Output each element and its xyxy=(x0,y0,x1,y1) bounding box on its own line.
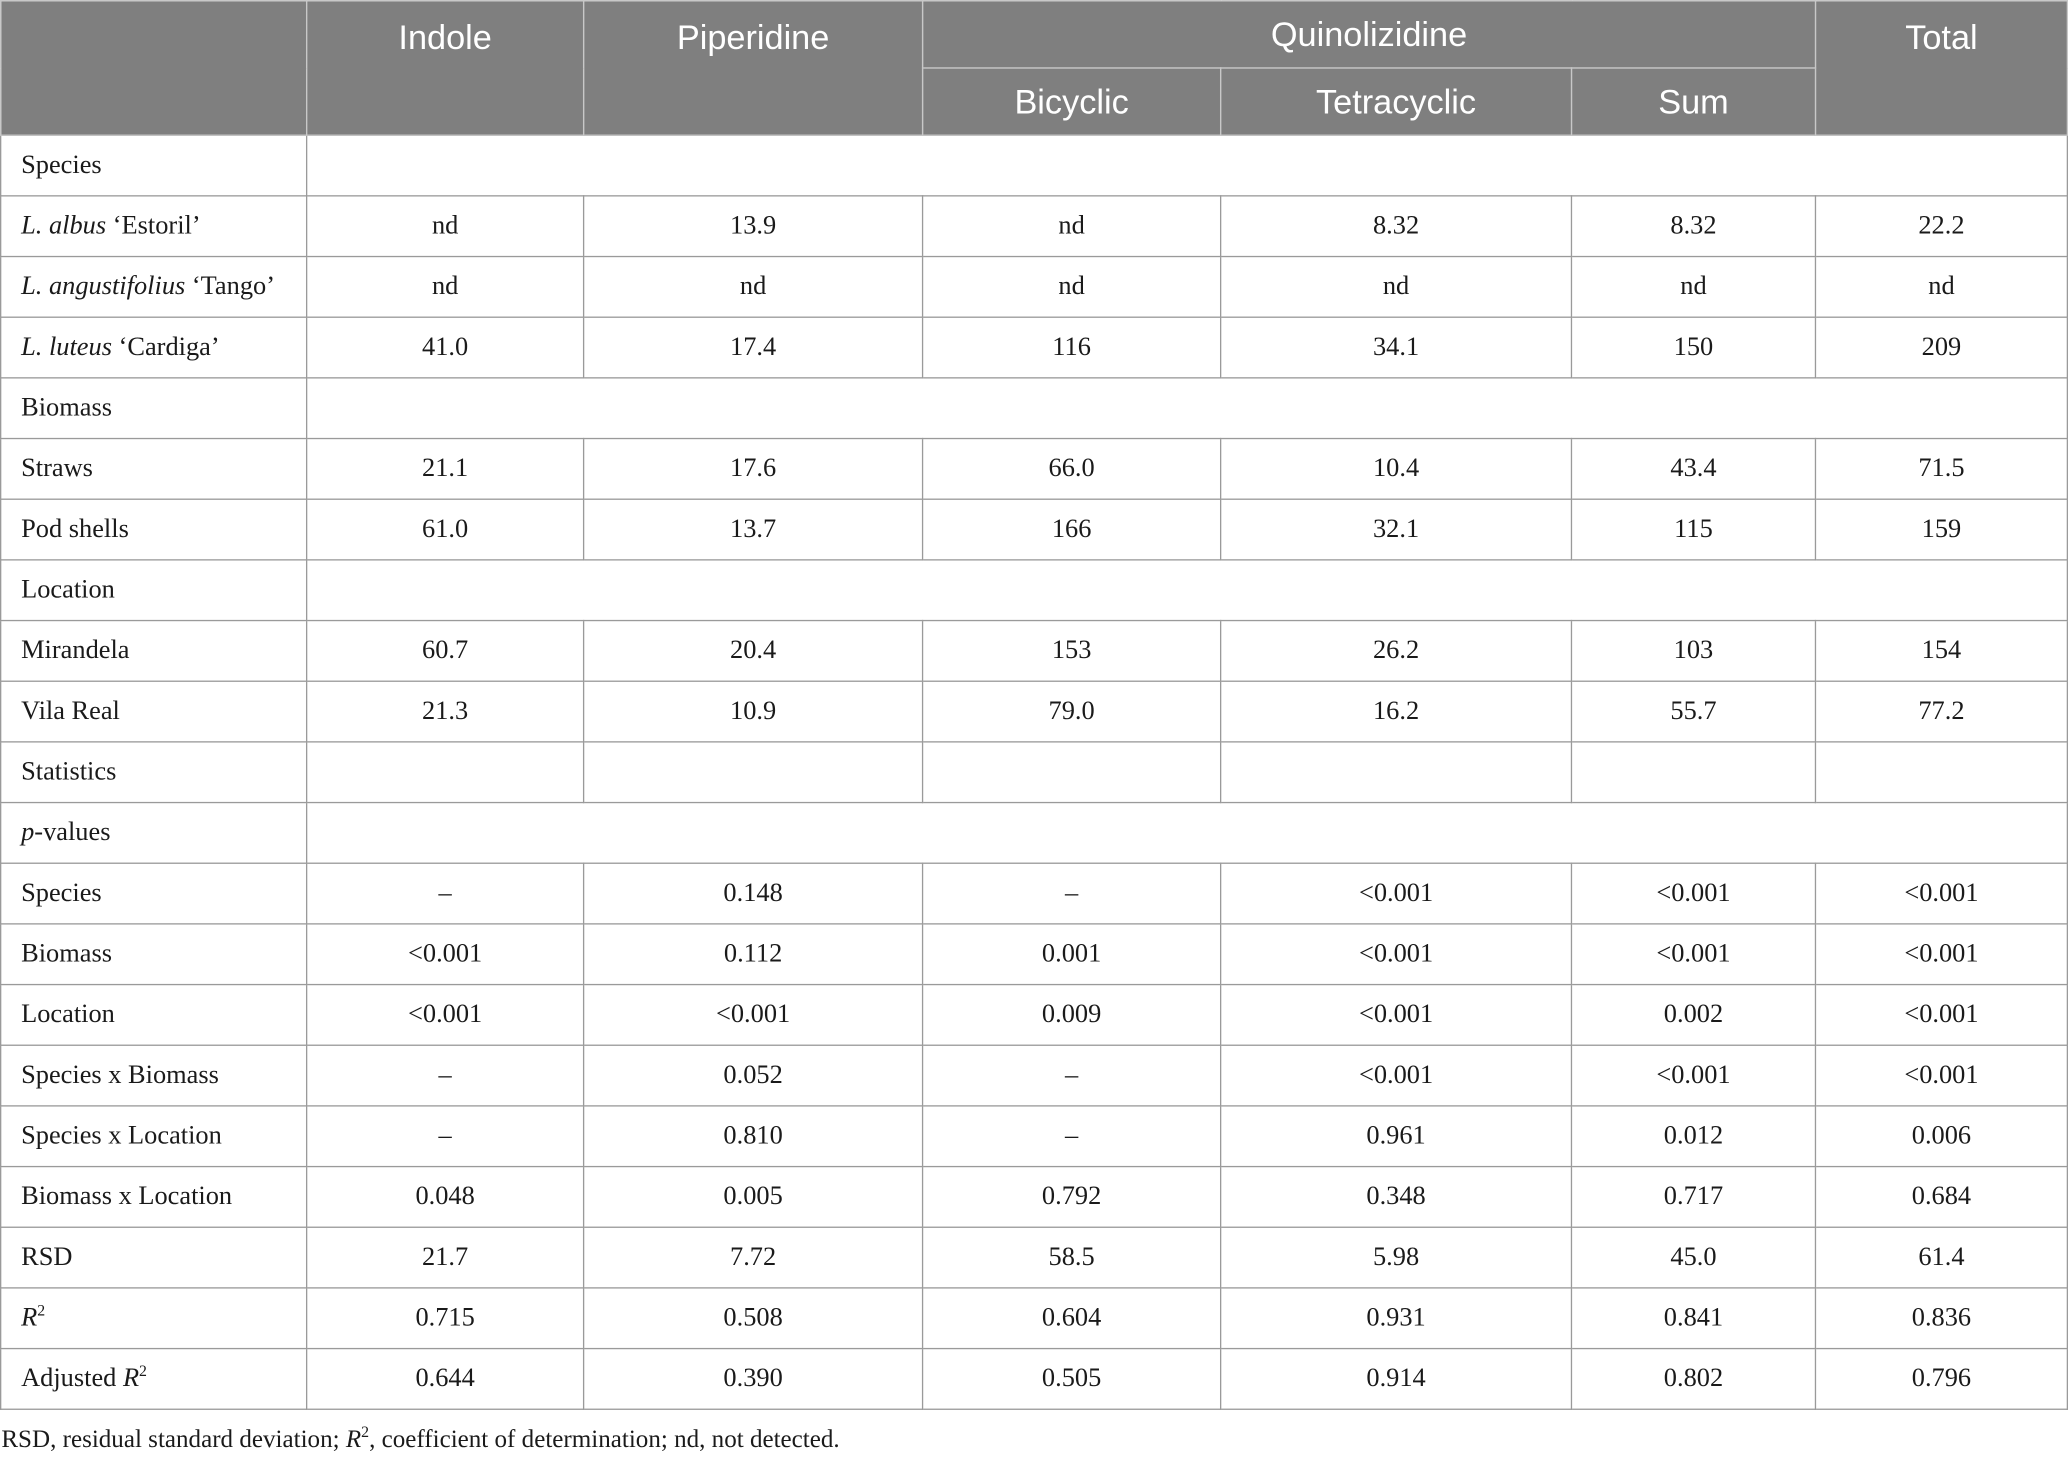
value-cell: 0.644 xyxy=(307,1349,584,1410)
value-cell: 13.7 xyxy=(584,499,923,560)
value-cell: 0.148 xyxy=(584,863,923,924)
value-cell: 0.717 xyxy=(1571,1167,1815,1228)
value-cell: <0.001 xyxy=(1815,924,2067,985)
table-row xyxy=(1,196,2068,257)
value-cell: 166 xyxy=(923,499,1221,560)
value-cell: – xyxy=(923,863,1221,924)
value-cell: 159 xyxy=(1815,499,2067,560)
value-cell: 21.3 xyxy=(307,681,584,742)
value-cell: 8.32 xyxy=(1221,196,1572,257)
header-corner xyxy=(1,1,307,136)
label-text: RSD xyxy=(21,1242,73,1272)
row-label-pvalue-4 xyxy=(1,1106,307,1167)
value-cell: 41.0 xyxy=(307,317,584,378)
value-cell: 8.32 xyxy=(1571,196,1815,257)
table-row xyxy=(1,1045,2068,1106)
table-header xyxy=(1,1,2068,136)
value-cell: 26.2 xyxy=(1221,621,1572,682)
label-text: Mirandela xyxy=(21,635,130,665)
value-cell: 0.348 xyxy=(1221,1167,1572,1228)
label-text: ‘Tango’ xyxy=(185,271,276,301)
label-text: Biomass xyxy=(21,393,112,423)
table-row xyxy=(1,1349,2068,1410)
table-row xyxy=(1,317,2068,378)
table-row xyxy=(1,257,2068,318)
label-text: p xyxy=(21,817,35,847)
row-label-pvalue-2 xyxy=(1,985,307,1046)
value-cell: 7.72 xyxy=(584,1227,923,1288)
value-cell: 17.4 xyxy=(584,317,923,378)
value-cell: nd xyxy=(923,196,1221,257)
value-cell: 16.2 xyxy=(1221,681,1572,742)
value-cell: 0.841 xyxy=(1571,1288,1815,1349)
header-piperidine: Piperidine xyxy=(584,1,923,136)
table-row xyxy=(1,924,2068,985)
value-cell: 60.7 xyxy=(307,621,584,682)
value-cell: 21.1 xyxy=(307,439,584,500)
section-row-statistics xyxy=(1,742,2068,803)
value-cell: <0.001 xyxy=(1221,1045,1572,1106)
value-cell: <0.001 xyxy=(1221,985,1572,1046)
value-cell: <0.001 xyxy=(1221,924,1572,985)
header-total: Total xyxy=(1815,1,2067,136)
value-cell: 0.684 xyxy=(1815,1167,2067,1228)
value-cell: <0.001 xyxy=(1571,924,1815,985)
section-fill xyxy=(307,135,2068,196)
section-row-species xyxy=(1,135,2068,196)
value-cell: 22.2 xyxy=(1815,196,2067,257)
label-text: Biomass xyxy=(21,939,112,969)
value-cell: 79.0 xyxy=(923,681,1221,742)
table-row xyxy=(1,863,2068,924)
value-cell: 0.012 xyxy=(1571,1106,1815,1167)
table-footnote xyxy=(0,1410,2068,1455)
value-cell: nd xyxy=(1221,257,1572,318)
label-text: R xyxy=(21,1303,38,1333)
row-label-species-1 xyxy=(1,257,307,318)
section-fill xyxy=(307,560,2068,621)
value-cell: 58.5 xyxy=(923,1227,1221,1288)
value-cell: 77.2 xyxy=(1815,681,2067,742)
table-row xyxy=(1,985,2068,1046)
label-text: Straws xyxy=(21,453,93,483)
value-cell: <0.001 xyxy=(1815,985,2067,1046)
row-label-pvalue-0 xyxy=(1,863,307,924)
value-cell: <0.001 xyxy=(307,924,584,985)
value-cell: 0.836 xyxy=(1815,1288,2067,1349)
value-cell: 0.505 xyxy=(923,1349,1221,1410)
value-cell: nd xyxy=(307,257,584,318)
value-cell: 0.715 xyxy=(307,1288,584,1349)
value-cell: <0.001 xyxy=(584,985,923,1046)
label-text: Adjusted xyxy=(21,1363,123,1393)
value-cell: 209 xyxy=(1815,317,2067,378)
row-label-pvalue-5 xyxy=(1,1167,307,1228)
label-text: R xyxy=(122,1363,140,1393)
value-cell: 61.0 xyxy=(307,499,584,560)
value-cell: 0.001 xyxy=(923,924,1221,985)
value-cell: <0.001 xyxy=(1815,863,2067,924)
value-cell: 61.4 xyxy=(1815,1227,2067,1288)
value-cell: 0.005 xyxy=(584,1167,923,1228)
footnote-part2: , coefficient of determination; nd, not detected. xyxy=(369,1425,840,1454)
value-cell: 153 xyxy=(923,621,1221,682)
value-cell: 0.048 xyxy=(307,1167,584,1228)
section-label-pvalues xyxy=(1,803,307,864)
table-row xyxy=(1,681,2068,742)
label-text: -values xyxy=(34,817,111,847)
section-label-biomass xyxy=(1,378,307,439)
label-text: Species xyxy=(21,150,102,180)
value-cell: 32.1 xyxy=(1221,499,1572,560)
section-label-statistics xyxy=(1,742,307,803)
label-text: Biomass x Location xyxy=(21,1181,233,1211)
empty-cell xyxy=(584,742,923,803)
section-row-pvalues xyxy=(1,803,2068,864)
value-cell: – xyxy=(307,1106,584,1167)
footnote-sup: 2 xyxy=(361,1422,370,1442)
table-row xyxy=(1,439,2068,500)
value-cell: nd xyxy=(1571,257,1815,318)
label-text: Location xyxy=(21,575,115,605)
value-cell: 21.7 xyxy=(307,1227,584,1288)
label-text: Species x Biomass xyxy=(21,1060,219,1090)
footnote-part1: RSD, residual standard deviation; xyxy=(1,1425,346,1454)
section-label-location xyxy=(1,560,307,621)
value-cell: 71.5 xyxy=(1815,439,2067,500)
value-cell: 0.604 xyxy=(923,1288,1221,1349)
value-cell: 0.390 xyxy=(584,1349,923,1410)
label-text: ‘Estoril’ xyxy=(106,211,201,241)
label-text: L. albus xyxy=(21,211,107,241)
value-cell: nd xyxy=(923,257,1221,318)
row-label-species-0 xyxy=(1,196,307,257)
label-text: Location xyxy=(21,999,115,1029)
table-body xyxy=(1,135,2068,1409)
value-cell: 34.1 xyxy=(1221,317,1572,378)
value-cell: <0.001 xyxy=(1815,1045,2067,1106)
value-cell: – xyxy=(923,1106,1221,1167)
section-fill xyxy=(307,803,2068,864)
label-text: Vila Real xyxy=(21,696,120,726)
value-cell: 55.7 xyxy=(1571,681,1815,742)
header-tetracyclic: Tetracyclic xyxy=(1221,68,1572,135)
value-cell: 0.914 xyxy=(1221,1349,1572,1410)
superscript: 2 xyxy=(139,1361,147,1381)
row-label-biomass-1 xyxy=(1,499,307,560)
value-cell: – xyxy=(307,1045,584,1106)
value-cell: 10.4 xyxy=(1221,439,1572,500)
value-cell: 45.0 xyxy=(1571,1227,1815,1288)
row-label-rsd xyxy=(1,1227,307,1288)
value-cell: nd xyxy=(1815,257,2067,318)
header-quinolizidine: Quinolizidine xyxy=(923,1,1816,68)
value-cell: 0.112 xyxy=(584,924,923,985)
value-cell: 0.792 xyxy=(923,1167,1221,1228)
value-cell: 43.4 xyxy=(1571,439,1815,500)
value-cell: <0.001 xyxy=(307,985,584,1046)
value-cell: <0.001 xyxy=(1221,863,1572,924)
section-label-species xyxy=(1,135,307,196)
table-row xyxy=(1,499,2068,560)
value-cell: 13.9 xyxy=(584,196,923,257)
value-cell: 5.98 xyxy=(1221,1227,1572,1288)
value-cell: 0.961 xyxy=(1221,1106,1572,1167)
value-cell: nd xyxy=(307,196,584,257)
row-label-pvalue-1 xyxy=(1,924,307,985)
table-row xyxy=(1,1106,2068,1167)
value-cell: 0.796 xyxy=(1815,1349,2067,1410)
value-cell: 103 xyxy=(1571,621,1815,682)
table-row xyxy=(1,1288,2068,1349)
row-label-location-0 xyxy=(1,621,307,682)
header-sum: Sum xyxy=(1571,68,1815,135)
value-cell: 20.4 xyxy=(584,621,923,682)
value-cell: 154 xyxy=(1815,621,2067,682)
value-cell: – xyxy=(923,1045,1221,1106)
value-cell: 17.6 xyxy=(584,439,923,500)
label-text: Pod shells xyxy=(21,514,129,544)
superscript: 2 xyxy=(37,1300,46,1320)
row-label-adjusted-r2 xyxy=(1,1349,307,1410)
label-text: L. angustifolius xyxy=(21,271,186,301)
value-cell: 0.052 xyxy=(584,1045,923,1106)
value-cell: nd xyxy=(584,257,923,318)
section-row-location xyxy=(1,560,2068,621)
value-cell: 0.810 xyxy=(584,1106,923,1167)
value-cell: 0.009 xyxy=(923,985,1221,1046)
footnote-r: R xyxy=(345,1425,362,1454)
row-label-location-1 xyxy=(1,681,307,742)
label-text: Species x Location xyxy=(21,1121,222,1151)
value-cell: 0.508 xyxy=(584,1288,923,1349)
row-label-r2 xyxy=(1,1288,307,1349)
table-row xyxy=(1,1167,2068,1228)
row-label-biomass-0 xyxy=(1,439,307,500)
header-bicyclic: Bicyclic xyxy=(923,68,1221,135)
label-text: L. luteus xyxy=(21,332,112,362)
value-cell: 0.002 xyxy=(1571,985,1815,1046)
table-row xyxy=(1,1227,2068,1288)
value-cell: 115 xyxy=(1571,499,1815,560)
empty-cell xyxy=(1221,742,1572,803)
label-text: Statistics xyxy=(21,757,117,787)
label-text: Species xyxy=(21,878,102,908)
value-cell: – xyxy=(307,863,584,924)
section-fill xyxy=(307,378,2068,439)
empty-cell xyxy=(923,742,1221,803)
empty-cell xyxy=(1815,742,2067,803)
table-row xyxy=(1,621,2068,682)
value-cell: 10.9 xyxy=(584,681,923,742)
value-cell: <0.001 xyxy=(1571,863,1815,924)
empty-cell xyxy=(1571,742,1815,803)
section-row-biomass xyxy=(1,378,2068,439)
row-label-pvalue-3 xyxy=(1,1045,307,1106)
label-text: ‘Cardiga’ xyxy=(111,332,220,362)
header-indole: Indole xyxy=(307,1,584,136)
value-cell: 0.802 xyxy=(1571,1349,1815,1410)
value-cell: 0.006 xyxy=(1815,1106,2067,1167)
value-cell: 150 xyxy=(1571,317,1815,378)
value-cell: 0.931 xyxy=(1221,1288,1572,1349)
empty-cell xyxy=(307,742,584,803)
value-cell: <0.001 xyxy=(1571,1045,1815,1106)
value-cell: 116 xyxy=(923,317,1221,378)
row-label-species-2 xyxy=(1,317,307,378)
value-cell: 66.0 xyxy=(923,439,1221,500)
